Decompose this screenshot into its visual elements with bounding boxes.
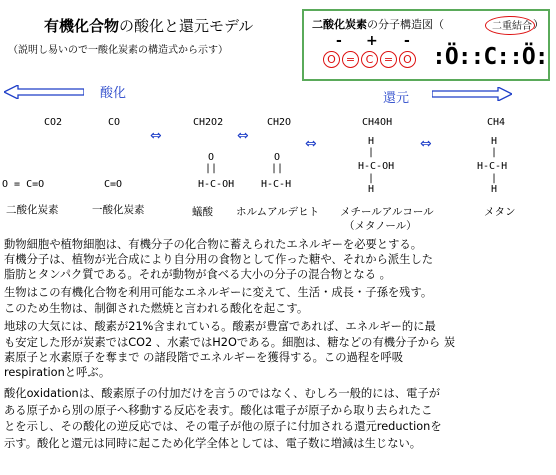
co2-panel-title: 二酸化炭素の分子構造図（ xyxy=(312,18,444,31)
co2-structure: O = C=O xyxy=(2,179,45,190)
oxidation-label: 酸化 xyxy=(100,86,127,101)
methanol-name: メチールアルコール xyxy=(340,206,434,218)
oxygen-atom: O xyxy=(323,51,340,68)
methanol-alt-name: （メタノール） xyxy=(344,220,417,232)
equilibrium-arrow-icon: ⇔ xyxy=(305,136,317,152)
formaldehyde-chain: H-C-H xyxy=(261,179,292,190)
methane-name: メタン xyxy=(484,206,516,218)
co2-lewis-dot-formula: :Ö::C::Ö: xyxy=(432,44,548,70)
carbon-atom: C xyxy=(361,51,378,68)
co2-name: 二酸化炭素 xyxy=(6,204,59,216)
co-name: 一酸化炭素 xyxy=(92,204,145,216)
paragraph-line: も安定した形が炭素ではCO2 、水素ではH2Oである。細胞は、糖などの有機分子から 炭 xyxy=(4,336,456,349)
bond-symbol: = xyxy=(342,51,359,68)
formic-acid-name: 蟻酸 xyxy=(192,206,213,218)
formaldehyde-structure: O || xyxy=(270,152,284,174)
formaldehyde-formula: CH2O xyxy=(267,117,292,128)
formic-acid-chain: H-C-OH xyxy=(198,179,235,190)
methanol-chain: H-C-OH xyxy=(358,161,395,172)
paragraph-line: respirationと呼ぶ。 xyxy=(4,366,111,379)
paragraph-line: 動物細胞や植物細胞は、有機分子の化合物に蓄えられたエネルギーを必要とする。 xyxy=(4,238,422,251)
paragraph-line: とを示し、その酸化の逆反応では、その電子が他の原子に付加される還元reductionを xyxy=(4,420,442,433)
paragraph-line: 有機分子は、植物が光合成により自分用の食物として作った糖や、それから派生した xyxy=(4,253,434,266)
paragraph-line: このため生物は、制御された燃焼と言われる酸化を起こす。 xyxy=(4,302,309,315)
co2-title-close: ） xyxy=(533,18,544,31)
charge-left: - xyxy=(336,33,342,49)
paragraph-line: 脂肪とタンパク質である。それが動物が食べる大小の分子の混合物となる 。 xyxy=(4,268,391,281)
co-structure: C=O xyxy=(104,179,123,190)
methanol-structure: H | xyxy=(367,136,375,158)
methanol-structure-lower: | H xyxy=(367,173,375,195)
reduction-arrow-icon xyxy=(432,87,512,101)
methane-formula: CH4 xyxy=(487,117,506,128)
co-formula: CO xyxy=(108,117,121,128)
equilibrium-arrow-icon: ⇔ xyxy=(150,128,162,144)
formaldehyde-name: ホルムアルデヒト xyxy=(236,206,320,218)
oxygen-atom: O xyxy=(399,51,416,68)
formic-acid-formula: CH2O2 xyxy=(193,117,224,128)
methane-chain: H-C-H xyxy=(477,161,508,172)
charge-center: + xyxy=(366,33,378,49)
paragraph-line: 素原子と水素原子を奪まで の諸段階でエネルギーを獲得する。この過程を呼吸 xyxy=(4,351,403,364)
oxidation-arrow-icon xyxy=(4,85,84,99)
methanol-formula: CH4OH xyxy=(362,117,393,128)
co2-formula: CO2 xyxy=(44,117,63,128)
reduction-label: 還元 xyxy=(383,91,410,106)
page-title: 有機化合物の酸化と還元モデル xyxy=(44,17,254,35)
paragraph-line: 酸化oxidationは、酸素原子の付加だけを言うのではなく、むしろ一般的には、電子が xyxy=(4,387,440,400)
methane-structure-lower: | H xyxy=(490,173,498,195)
co2-circled-structure xyxy=(322,51,417,68)
equilibrium-arrow-icon: ⇔ xyxy=(420,136,432,152)
paragraph-line: ある原子から別の原子へ移動する反応を表す。酸化は電子が原子から取り去られたこ xyxy=(4,404,433,417)
double-bond-label: 二重結合 xyxy=(492,21,532,32)
paragraph-line: 生物はこの有機化合物を利用可能なエネルギーに変えて、生活・成長・子孫を残す。 xyxy=(4,286,433,299)
page-subtitle: （説明し易いので一酸化炭素の構造式から示す） xyxy=(8,45,228,56)
equilibrium-arrow-icon: ⇔ xyxy=(237,128,249,144)
formic-acid-structure: O || xyxy=(204,152,218,174)
paragraph-line: 示す。酸化と還元は同時に起こため化学全体としては、電子数に増減は生じない。 xyxy=(4,437,422,450)
paragraph-line: 地球の大気には、酸素が21%含まれている。酸素が豊富であれば、エネルギー的に最 xyxy=(4,320,436,333)
methane-structure: H | xyxy=(490,136,498,158)
charge-right: - xyxy=(404,33,410,49)
bond-symbol: = xyxy=(380,51,397,68)
